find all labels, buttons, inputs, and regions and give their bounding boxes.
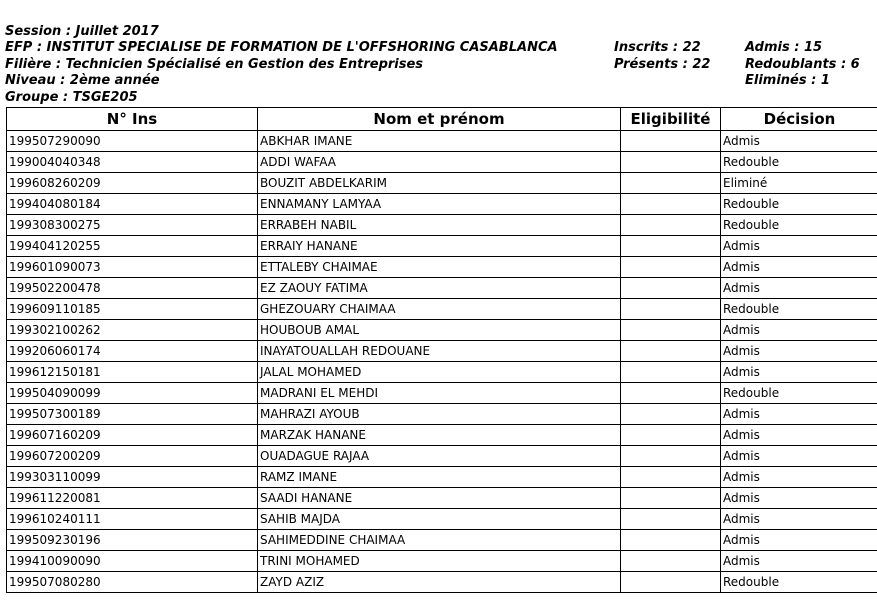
nom-cell: ETTALEBY CHAIMAE — [258, 257, 621, 278]
decision-cell: Admis — [721, 320, 877, 341]
decision-cell: Admis — [721, 467, 877, 488]
document-header — [0, 0, 877, 107]
table-row — [7, 131, 877, 152]
eligibilite-cell — [621, 236, 721, 257]
eligibilite-cell — [621, 215, 721, 236]
eligibilite-cell — [621, 299, 721, 320]
table-row — [7, 551, 877, 572]
table-row — [7, 257, 877, 278]
nom-cell: SAHIMEDDINE CHAIMAA — [258, 530, 621, 551]
eligibilite-cell — [621, 320, 721, 341]
numero-cell: 199509230196 — [7, 530, 258, 551]
numero-cell: 199607200209 — [7, 446, 258, 467]
table-row — [7, 404, 877, 425]
session-label: Session : Juillet 2017 — [5, 24, 159, 39]
numero-cell: 199608260209 — [7, 173, 258, 194]
nom-cell: MARZAK HANANE — [258, 425, 621, 446]
numero-cell: 199308300275 — [7, 215, 258, 236]
filiere-label: Filière : Technicien Spécialisé en Gestion des Entreprises — [5, 57, 424, 72]
table-row — [7, 530, 877, 551]
nom-cell: ABKHAR IMANE — [258, 131, 621, 152]
decision-cell: Redouble — [721, 299, 877, 320]
admis-count: Admis : 15 — [745, 40, 823, 55]
inscrits-count: Inscrits : 22 — [614, 40, 701, 55]
decision-cell: Admis — [721, 341, 877, 362]
decision-cell: Redouble — [721, 152, 877, 173]
decision-cell: Admis — [721, 257, 877, 278]
nom-cell: TRINI MOHAMED — [258, 551, 621, 572]
table-row — [7, 509, 877, 530]
numero-cell: 199611220081 — [7, 488, 258, 509]
presents-count: Présents : 22 — [614, 57, 711, 72]
table-row — [7, 173, 877, 194]
decision-cell: Redouble — [721, 572, 877, 593]
eligibilite-cell — [621, 530, 721, 551]
eligibilite-cell — [621, 404, 721, 425]
nom-cell: ADDI WAFAA — [258, 152, 621, 173]
table-row — [7, 236, 877, 257]
table-row — [7, 362, 877, 383]
numero-cell: 199610240111 — [7, 509, 258, 530]
nom-cell: SAHIB MAJDA — [258, 509, 621, 530]
eligibilite-cell — [621, 152, 721, 173]
table-row — [7, 194, 877, 215]
decision-cell: Admis — [721, 509, 877, 530]
table-row — [7, 299, 877, 320]
eligibilite-cell — [621, 173, 721, 194]
nom-cell: ERRABEH NABIL — [258, 215, 621, 236]
eligibilite-cell — [621, 131, 721, 152]
column-header-eligibilite: Eligibilité — [621, 108, 721, 131]
nom-cell: BOUZIT ABDELKARIM — [258, 173, 621, 194]
table-row — [7, 278, 877, 299]
numero-cell: 199504090099 — [7, 383, 258, 404]
table-header-row — [7, 108, 877, 131]
numero-cell: 199609110185 — [7, 299, 258, 320]
nom-cell: MAHRAZI AYOUB — [258, 404, 621, 425]
numero-cell: 199607160209 — [7, 425, 258, 446]
decision-cell: Redouble — [721, 215, 877, 236]
eligibilite-cell — [621, 278, 721, 299]
numero-cell: 199410090090 — [7, 551, 258, 572]
table-row — [7, 152, 877, 173]
numero-cell: 199507300189 — [7, 404, 258, 425]
niveau-label: Niveau : 2ème année — [5, 73, 160, 88]
table-row — [7, 341, 877, 362]
table-row — [7, 446, 877, 467]
nom-cell: MADRANI EL MEHDI — [258, 383, 621, 404]
numero-cell: 199206060174 — [7, 341, 258, 362]
decision-cell: Admis — [721, 425, 877, 446]
decision-cell: Admis — [721, 131, 877, 152]
table-row — [7, 467, 877, 488]
nom-cell: HOUBOUB AMAL — [258, 320, 621, 341]
numero-cell: 199507290090 — [7, 131, 258, 152]
eligibilite-cell — [621, 257, 721, 278]
decision-cell: Admis — [721, 446, 877, 467]
column-header-decision: Décision — [721, 108, 877, 131]
numero-cell: 199302100262 — [7, 320, 258, 341]
numero-cell: 199404080184 — [7, 194, 258, 215]
decision-cell: Admis — [721, 551, 877, 572]
numero-cell: 199507080280 — [7, 572, 258, 593]
decision-cell: Admis — [721, 404, 877, 425]
redoublants-count: Redoublants : 6 — [745, 57, 860, 72]
numero-cell: 199404120255 — [7, 236, 258, 257]
eligibilite-cell — [621, 425, 721, 446]
elimines-count: Eliminés : 1 — [745, 73, 830, 88]
nom-cell: ENNAMANY LAMYAA — [258, 194, 621, 215]
nom-cell: SAADI HANANE — [258, 488, 621, 509]
column-header-nom: Nom et prénom — [258, 108, 621, 131]
eligibilite-cell — [621, 194, 721, 215]
numero-cell: 199004040348 — [7, 152, 258, 173]
table-row — [7, 215, 877, 236]
eligibilite-cell — [621, 446, 721, 467]
nom-cell: JALAL MOHAMED — [258, 362, 621, 383]
decision-cell: Redouble — [721, 194, 877, 215]
nom-cell: GHEZOUARY CHAIMAA — [258, 299, 621, 320]
decision-cell: Admis — [721, 362, 877, 383]
numero-cell: 199303110099 — [7, 467, 258, 488]
results-table — [6, 107, 877, 593]
eligibilite-cell — [621, 362, 721, 383]
nom-cell: INAYATOUALLAH REDOUANE — [258, 341, 621, 362]
numero-cell: 199601090073 — [7, 257, 258, 278]
column-header-numero: N° Ins — [7, 108, 258, 131]
table-row — [7, 320, 877, 341]
table-row — [7, 425, 877, 446]
table-row — [7, 572, 877, 593]
eligibilite-cell — [621, 467, 721, 488]
nom-cell: ZAYD AZIZ — [258, 572, 621, 593]
eligibilite-cell — [621, 488, 721, 509]
decision-cell: Redouble — [721, 383, 877, 404]
groupe-label: Groupe : TSGE205 — [5, 90, 138, 105]
nom-cell: ERRAIY HANANE — [258, 236, 621, 257]
nom-cell: OUADAGUE RAJAA — [258, 446, 621, 467]
decision-cell: Admis — [721, 236, 877, 257]
eligibilite-cell — [621, 509, 721, 530]
numero-cell: 199502200478 — [7, 278, 258, 299]
eligibilite-cell — [621, 341, 721, 362]
efp-label: EFP : INSTITUT SPECIALISE DE FORMATION DE L'OFFSHORING CASABLANCA — [5, 40, 558, 55]
table-row — [7, 488, 877, 509]
eligibilite-cell — [621, 572, 721, 593]
table-row — [7, 383, 877, 404]
decision-cell: Admis — [721, 278, 877, 299]
eligibilite-cell — [621, 383, 721, 404]
decision-cell: Eliminé — [721, 173, 877, 194]
eligibilite-cell — [621, 551, 721, 572]
numero-cell: 199612150181 — [7, 362, 258, 383]
decision-cell: Admis — [721, 488, 877, 509]
nom-cell: EZ ZAOUY FATIMA — [258, 278, 621, 299]
nom-cell: RAMZ IMANE — [258, 467, 621, 488]
decision-cell: Admis — [721, 530, 877, 551]
